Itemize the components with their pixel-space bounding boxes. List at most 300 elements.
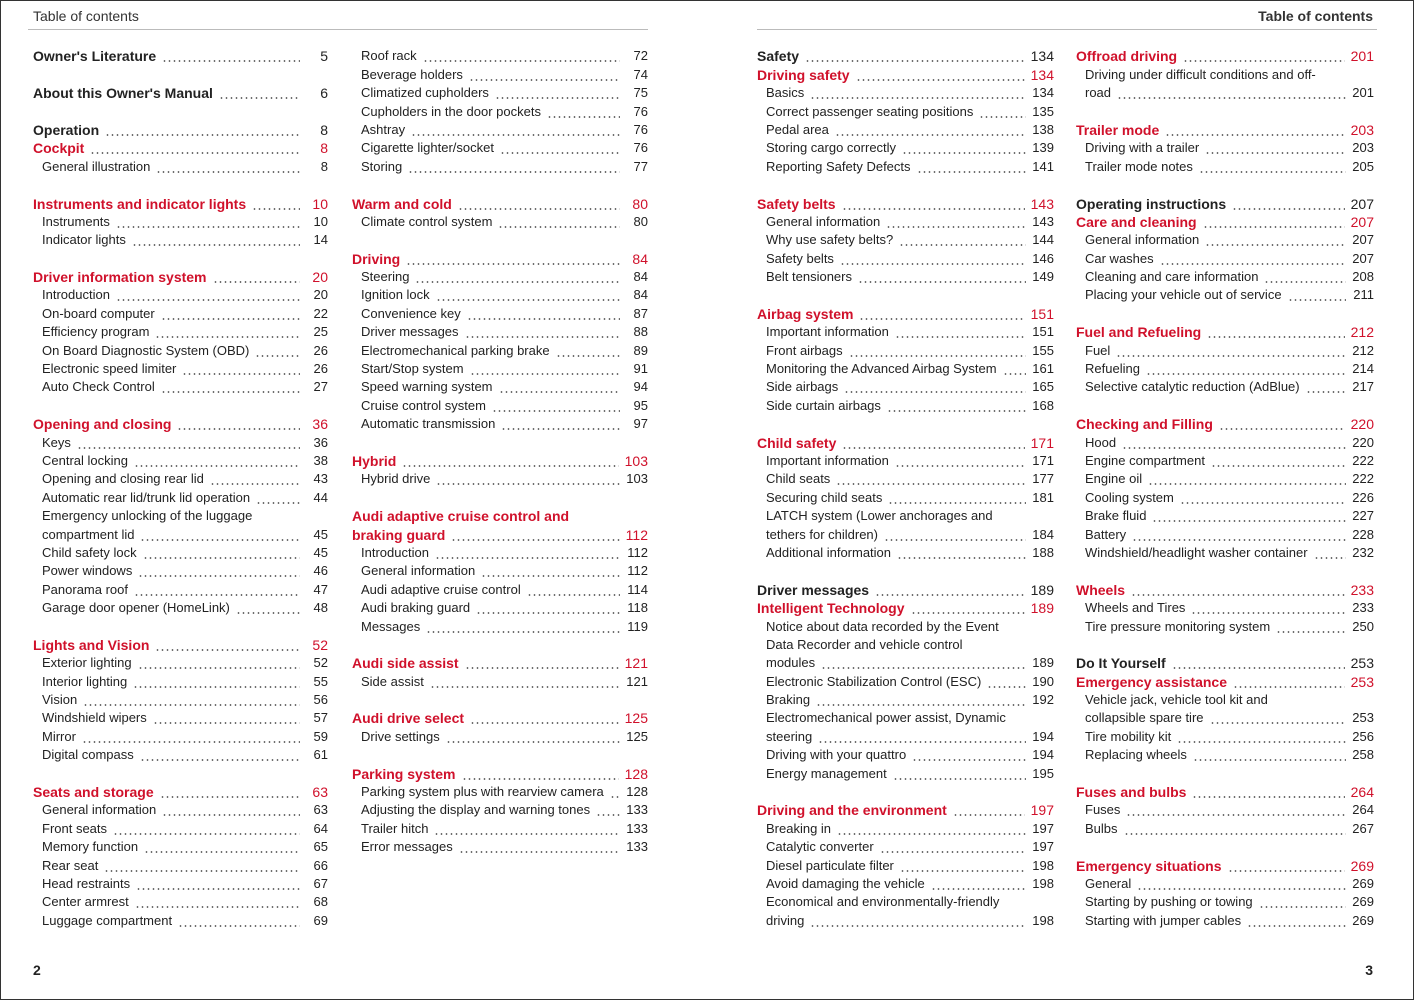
toc-entry[interactable] — [352, 46, 648, 64]
toc-entry[interactable] — [1076, 359, 1374, 377]
toc-entry[interactable] — [33, 579, 328, 597]
toc-entry[interactable] — [33, 451, 328, 469]
toc-entry[interactable] — [33, 285, 328, 303]
toc-entry[interactable] — [757, 874, 1054, 892]
toc-entry[interactable] — [352, 469, 648, 487]
toc-entry-label: Safety belts — [757, 195, 836, 212]
toc-page-number: 10 — [313, 213, 328, 229]
dot-leader — [821, 655, 1026, 671]
toc-page-number: 269 — [1352, 912, 1374, 928]
toc-section[interactable] — [1076, 579, 1374, 597]
toc-entry[interactable] — [33, 837, 328, 855]
dot-leader — [1192, 784, 1344, 800]
toc-entry[interactable] — [1076, 598, 1374, 616]
dot-leader — [1148, 471, 1346, 487]
spacer — [352, 175, 648, 193]
dot-leader — [596, 802, 620, 818]
toc-page-number: 121 — [624, 655, 648, 672]
dot-leader — [900, 858, 1026, 874]
toc-entry[interactable] — [1076, 726, 1374, 744]
toc-entry[interactable] — [352, 303, 648, 321]
toc-entry-label: Cupholders in the door pockets — [361, 103, 541, 119]
toc-entry[interactable] — [757, 156, 1054, 174]
toc-entry[interactable] — [352, 726, 648, 744]
toc-column-1 — [33, 46, 328, 929]
toc-section[interactable] — [1076, 193, 1374, 211]
toc-page-number: 61 — [313, 747, 328, 763]
toc-entry[interactable] — [352, 64, 648, 82]
toc-entry[interactable] — [352, 671, 648, 689]
toc-entry[interactable] — [33, 800, 328, 818]
toc-entry[interactable] — [1076, 818, 1374, 836]
toc-entry-label: General information — [766, 213, 881, 229]
toc-page-number: 8 — [320, 158, 328, 174]
toc-page-number: 177 — [1032, 471, 1054, 487]
toc-entry[interactable] — [757, 487, 1054, 505]
dot-leader — [895, 453, 1026, 469]
dot-leader — [902, 140, 1026, 156]
toc-entry[interactable] — [757, 671, 1054, 689]
toc-entry[interactable] — [757, 818, 1054, 836]
dot-leader — [931, 876, 1026, 892]
dot-leader — [1193, 747, 1346, 763]
toc-section[interactable] — [352, 763, 648, 781]
toc-entry[interactable] — [33, 910, 328, 928]
toc-section[interactable] — [757, 46, 1054, 64]
toc-entry[interactable] — [33, 855, 328, 873]
dot-leader — [849, 343, 1026, 359]
dot-leader — [1306, 379, 1346, 395]
toc-section[interactable] — [33, 267, 328, 285]
dot-leader — [476, 600, 620, 616]
spacer — [757, 782, 1054, 800]
toc-entry[interactable] — [1076, 156, 1374, 174]
toc-entry[interactable] — [33, 524, 328, 542]
toc-entry[interactable] — [1076, 83, 1374, 101]
toc-entry[interactable] — [1076, 230, 1374, 248]
toc-page-number: 143 — [1030, 195, 1054, 212]
dot-leader — [467, 306, 620, 322]
toc-entry-label: Interior lighting — [42, 673, 128, 689]
toc-entry[interactable] — [352, 138, 648, 156]
toc-entry-label: Side assist — [361, 673, 424, 689]
toc-entry[interactable] — [757, 726, 1054, 744]
toc-entry-label: Placing your vehicle out of service — [1085, 287, 1282, 303]
toc-entry[interactable] — [757, 451, 1054, 469]
toc-entry-label: Important information — [766, 324, 889, 340]
dot-leader — [1276, 619, 1346, 635]
toc-entry[interactable] — [352, 377, 648, 395]
dot-leader — [104, 858, 300, 874]
dot-leader — [465, 655, 619, 671]
toc-section[interactable] — [352, 524, 648, 542]
toc-entry-label: Fuses and bulbs — [1076, 784, 1187, 801]
toc-entry[interactable] — [352, 616, 648, 634]
toc-page-number: 194 — [1032, 747, 1054, 763]
toc-entry[interactable] — [352, 156, 648, 174]
dot-leader — [1247, 913, 1346, 929]
toc-entry[interactable] — [757, 359, 1054, 377]
toc-entry[interactable] — [757, 855, 1054, 873]
toc-entry[interactable] — [33, 377, 328, 395]
dot-leader — [895, 324, 1026, 340]
dot-leader — [134, 453, 300, 469]
toc-page-number: 208 — [1352, 269, 1374, 285]
toc-section[interactable] — [33, 46, 328, 64]
toc-entry[interactable] — [1076, 506, 1374, 524]
toc-section[interactable] — [757, 303, 1054, 321]
dot-leader — [805, 48, 1025, 64]
toc-entry-label: Correct passenger seating positions — [766, 103, 974, 119]
toc-entry[interactable] — [757, 83, 1054, 101]
toc-entry[interactable] — [757, 377, 1054, 395]
dot-leader — [411, 122, 620, 138]
toc-page-number: 133 — [626, 820, 648, 836]
toc-section[interactable] — [1076, 855, 1374, 873]
toc-entry[interactable] — [33, 506, 328, 524]
toc-entry[interactable] — [1076, 451, 1374, 469]
toc-entry[interactable] — [33, 432, 328, 450]
dot-leader — [1003, 361, 1026, 377]
toc-entry[interactable] — [1076, 285, 1374, 303]
toc-section[interactable] — [757, 64, 1054, 82]
toc-page-number: 10 — [312, 195, 328, 212]
toc-entry-label: Engine compartment — [1085, 452, 1205, 468]
toc-page-number: 112 — [625, 526, 648, 543]
dot-leader — [917, 159, 1026, 175]
toc-entry[interactable] — [352, 837, 648, 855]
dot-leader — [1205, 140, 1346, 156]
toc-page-number: 155 — [1032, 342, 1054, 358]
toc-entry-label: Engine oil — [1085, 471, 1143, 487]
toc-section[interactable] — [33, 83, 328, 101]
toc-entry[interactable] — [1076, 267, 1374, 285]
toc-entry[interactable] — [33, 212, 328, 230]
toc-entry[interactable] — [352, 579, 648, 597]
toc-entry[interactable] — [1076, 745, 1374, 763]
dot-leader — [470, 361, 620, 377]
toc-entry[interactable] — [352, 101, 648, 119]
toc-entry[interactable] — [1076, 377, 1374, 395]
toc-entry[interactable] — [1076, 248, 1374, 266]
toc-entry[interactable] — [757, 763, 1054, 781]
toc-section[interactable] — [1076, 414, 1374, 432]
toc-entry[interactable] — [33, 359, 328, 377]
toc-page-number: 89 — [633, 342, 648, 358]
toc-page-number: 207 — [1350, 195, 1374, 212]
toc-entry-label: Why use safety belts? — [766, 232, 894, 248]
toc-section[interactable] — [1076, 212, 1374, 230]
toc-entry[interactable] — [352, 818, 648, 836]
toc-entry[interactable] — [757, 506, 1054, 524]
toc-section[interactable] — [757, 432, 1054, 450]
toc-entry[interactable] — [352, 395, 648, 413]
toc-entry-label: Speed warning system — [361, 379, 493, 395]
toc-page-number: 250 — [1352, 618, 1374, 634]
toc-entry[interactable] — [33, 598, 328, 616]
toc-section[interactable] — [757, 579, 1054, 597]
toc-entry[interactable] — [757, 395, 1054, 413]
toc-page-number: 143 — [1032, 213, 1054, 229]
toc-entry[interactable] — [757, 469, 1054, 487]
toc-page-number: 63 — [313, 802, 328, 818]
dot-leader — [153, 710, 300, 726]
toc-entry[interactable] — [33, 874, 328, 892]
toc-entry-label: Center armrest — [42, 894, 129, 910]
toc-section[interactable] — [352, 708, 648, 726]
toc-entry[interactable] — [757, 745, 1054, 763]
toc-section[interactable] — [1076, 120, 1374, 138]
dot-leader — [1165, 122, 1344, 138]
toc-entry[interactable] — [33, 726, 328, 744]
toc-section[interactable] — [757, 598, 1054, 616]
toc-page-number: 232 — [1352, 544, 1374, 560]
toc-entry-label: Central locking — [42, 452, 128, 468]
dot-leader — [462, 766, 619, 782]
toc-entry[interactable] — [33, 653, 328, 671]
toc-page-number: 207 — [1352, 250, 1374, 266]
toc-entry[interactable] — [757, 267, 1054, 285]
toc-entry[interactable] — [757, 138, 1054, 156]
toc-entry[interactable] — [352, 561, 648, 579]
toc-entry-label: General — [1085, 875, 1132, 891]
toc-section[interactable] — [33, 138, 328, 156]
toc-section[interactable] — [352, 653, 648, 671]
toc-entry-label: Checking and Filling — [1076, 416, 1213, 433]
toc-page-number: 119 — [627, 618, 648, 634]
toc-page-number: 190 — [1032, 673, 1054, 689]
toc-entry-label: Emergency unlocking of the luggage — [42, 508, 253, 524]
toc-entry[interactable] — [757, 635, 1054, 653]
toc-entry[interactable] — [757, 230, 1054, 248]
toc-entry-label: Additional information — [766, 544, 892, 560]
toc-entry[interactable] — [1076, 469, 1374, 487]
dot-leader — [213, 269, 301, 285]
toc-entry-label: road — [1085, 85, 1112, 101]
toc-entry-label: modules — [766, 655, 816, 671]
toc-entry[interactable] — [33, 561, 328, 579]
toc-page-number: 45 — [313, 544, 328, 560]
toc-section[interactable] — [757, 800, 1054, 818]
dot-leader — [810, 913, 1026, 929]
dot-leader — [1211, 453, 1346, 469]
toc-entry-label: Wheels and Tires — [1085, 600, 1186, 616]
dot-leader — [470, 710, 619, 726]
toc-entry[interactable] — [33, 322, 328, 340]
toc-entry[interactable] — [352, 267, 648, 285]
toc-entry[interactable] — [1076, 543, 1374, 561]
dot-leader — [83, 692, 300, 708]
toc-entry-label: Operation — [33, 121, 100, 138]
toc-entry[interactable] — [757, 248, 1054, 266]
toc-section[interactable] — [33, 414, 328, 432]
toc-entry[interactable] — [757, 708, 1054, 726]
spacer — [1076, 303, 1374, 321]
dot-leader — [138, 563, 300, 579]
toc-page-number: 64 — [313, 820, 328, 836]
toc-page-number: 133 — [626, 839, 648, 855]
toc-page-number: 222 — [1352, 471, 1374, 487]
spacer — [352, 230, 648, 248]
dot-leader — [434, 821, 620, 837]
toc-page-number: 144 — [1032, 232, 1054, 248]
toc-entry[interactable] — [33, 156, 328, 174]
dot-leader — [1122, 435, 1346, 451]
dot-leader — [500, 140, 620, 156]
toc-entry[interactable] — [1076, 432, 1374, 450]
toc-page-number: 211 — [1353, 287, 1374, 303]
toc-entry-label: Cleaning and care information — [1085, 269, 1259, 285]
toc-page-number: 151 — [1030, 305, 1054, 322]
toc-entry[interactable] — [1076, 138, 1374, 156]
toc-page-number: 189 — [1032, 655, 1054, 671]
toc-entry[interactable] — [33, 487, 328, 505]
dot-leader — [116, 214, 300, 230]
toc-entry[interactable] — [1076, 616, 1374, 634]
toc-entry-label: Convenience key — [361, 305, 461, 321]
toc-entry[interactable] — [757, 322, 1054, 340]
toc-page-number: 134 — [1030, 48, 1054, 65]
toc-entry[interactable] — [1076, 708, 1374, 726]
toc-entry[interactable] — [757, 616, 1054, 634]
toc-section[interactable] — [33, 635, 328, 653]
toc-entry[interactable] — [757, 837, 1054, 855]
dot-leader — [893, 766, 1026, 782]
toc-entry[interactable] — [33, 469, 328, 487]
toc-section[interactable] — [352, 506, 648, 524]
dot-leader — [113, 821, 300, 837]
toc-entry[interactable] — [757, 543, 1054, 561]
dot-leader — [816, 692, 1026, 708]
toc-section[interactable] — [33, 120, 328, 138]
toc-entry-label: Wheels — [1076, 581, 1126, 598]
spacer — [33, 248, 328, 266]
toc-entry[interactable] — [1076, 487, 1374, 505]
toc-entry-label: steering — [766, 728, 813, 744]
toc-entry[interactable] — [33, 340, 328, 358]
toc-entry[interactable] — [757, 910, 1054, 928]
toc-entry[interactable] — [352, 285, 648, 303]
toc-entry[interactable] — [1076, 340, 1374, 358]
toc-entry[interactable] — [33, 818, 328, 836]
toc-entry-label: General information — [361, 563, 476, 579]
toc-entry[interactable] — [757, 653, 1054, 671]
toc-page-number: 55 — [313, 673, 328, 689]
dot-leader — [912, 747, 1026, 763]
dot-leader — [1233, 674, 1345, 690]
dot-leader — [446, 729, 620, 745]
dot-leader — [481, 563, 620, 579]
toc-section[interactable] — [757, 193, 1054, 211]
toc-entry[interactable] — [352, 543, 648, 561]
toc-entry-label: Ashtray — [361, 121, 406, 137]
toc-entry[interactable] — [33, 303, 328, 321]
toc-section[interactable] — [33, 193, 328, 211]
toc-entry[interactable] — [33, 543, 328, 561]
toc-entry[interactable] — [352, 414, 648, 432]
toc-entry[interactable] — [33, 230, 328, 248]
toc-entry-label: Driving under difficult conditions and off- — [1085, 66, 1316, 82]
toc-entry[interactable] — [757, 690, 1054, 708]
toc-section[interactable] — [1076, 322, 1374, 340]
spacer — [33, 175, 328, 193]
toc-section[interactable] — [1076, 671, 1374, 689]
toc-entry-label: Starting by pushing or towing — [1085, 894, 1253, 910]
spacer — [1076, 561, 1374, 579]
toc-entry-label: braking guard — [352, 526, 446, 543]
toc-page-number: 26 — [313, 342, 328, 358]
toc-page-number: 67 — [313, 875, 328, 891]
toc-entry-label: Breaking in — [766, 820, 832, 836]
dot-leader — [90, 140, 300, 156]
toc-section[interactable] — [1076, 782, 1374, 800]
toc-entry[interactable] — [1076, 690, 1374, 708]
toc-entry-label: Windshield wipers — [42, 710, 147, 726]
toc-page-number: 189 — [1030, 581, 1054, 598]
toc-entry-label: Safety belts — [766, 250, 834, 266]
toc-section[interactable] — [1076, 653, 1374, 671]
toc-entry[interactable] — [352, 212, 648, 230]
toc-entry[interactable] — [1076, 524, 1374, 542]
toc-entry[interactable] — [352, 120, 648, 138]
toc-entry[interactable] — [352, 782, 648, 800]
dot-leader — [82, 729, 300, 745]
dot-leader — [888, 490, 1026, 506]
toc-page-number: 52 — [312, 636, 328, 653]
toc-entry[interactable] — [352, 800, 648, 818]
toc-entry[interactable] — [352, 83, 648, 101]
toc-entry[interactable] — [33, 690, 328, 708]
toc-entry-label: Hybrid — [352, 452, 397, 469]
toc-entry[interactable] — [352, 340, 648, 358]
toc-entry[interactable] — [757, 340, 1054, 358]
dot-leader — [880, 839, 1026, 855]
toc-section[interactable] — [352, 451, 648, 469]
toc-entry[interactable] — [757, 892, 1054, 910]
toc-entry[interactable] — [352, 359, 648, 377]
toc-entry-label: Warm and cold — [352, 195, 452, 212]
toc-entry-label: Audi drive select — [352, 710, 465, 727]
toc-entry[interactable] — [352, 322, 648, 340]
toc-entry[interactable] — [757, 120, 1054, 138]
toc-entry[interactable] — [33, 892, 328, 910]
toc-entry-label: Securing child seats — [766, 489, 883, 505]
toc-entry[interactable] — [757, 212, 1054, 230]
toc-entry-label: Electronic Stabilization Control (ESC) — [766, 673, 982, 689]
toc-entry[interactable] — [1076, 874, 1374, 892]
toc-entry[interactable] — [33, 745, 328, 763]
toc-entry[interactable] — [1076, 64, 1374, 82]
dot-leader — [886, 214, 1026, 230]
toc-entry[interactable] — [33, 708, 328, 726]
toc-page-number: 189 — [1030, 600, 1054, 617]
toc-entry[interactable] — [1076, 800, 1374, 818]
toc-entry[interactable] — [33, 671, 328, 689]
dot-leader — [161, 379, 300, 395]
dot-leader — [256, 490, 300, 506]
toc-section[interactable] — [33, 782, 328, 800]
toc-entry[interactable] — [757, 524, 1054, 542]
toc-entry[interactable] — [1076, 892, 1374, 910]
toc-entry[interactable] — [352, 598, 648, 616]
dot-leader — [1314, 545, 1346, 561]
toc-section[interactable] — [352, 193, 648, 211]
toc-section[interactable] — [1076, 46, 1374, 64]
toc-entry-label: LATCH system (Lower anchorages and — [766, 508, 993, 524]
toc-entry[interactable] — [757, 101, 1054, 119]
toc-entry[interactable] — [1076, 910, 1374, 928]
toc-section[interactable] — [352, 248, 648, 266]
